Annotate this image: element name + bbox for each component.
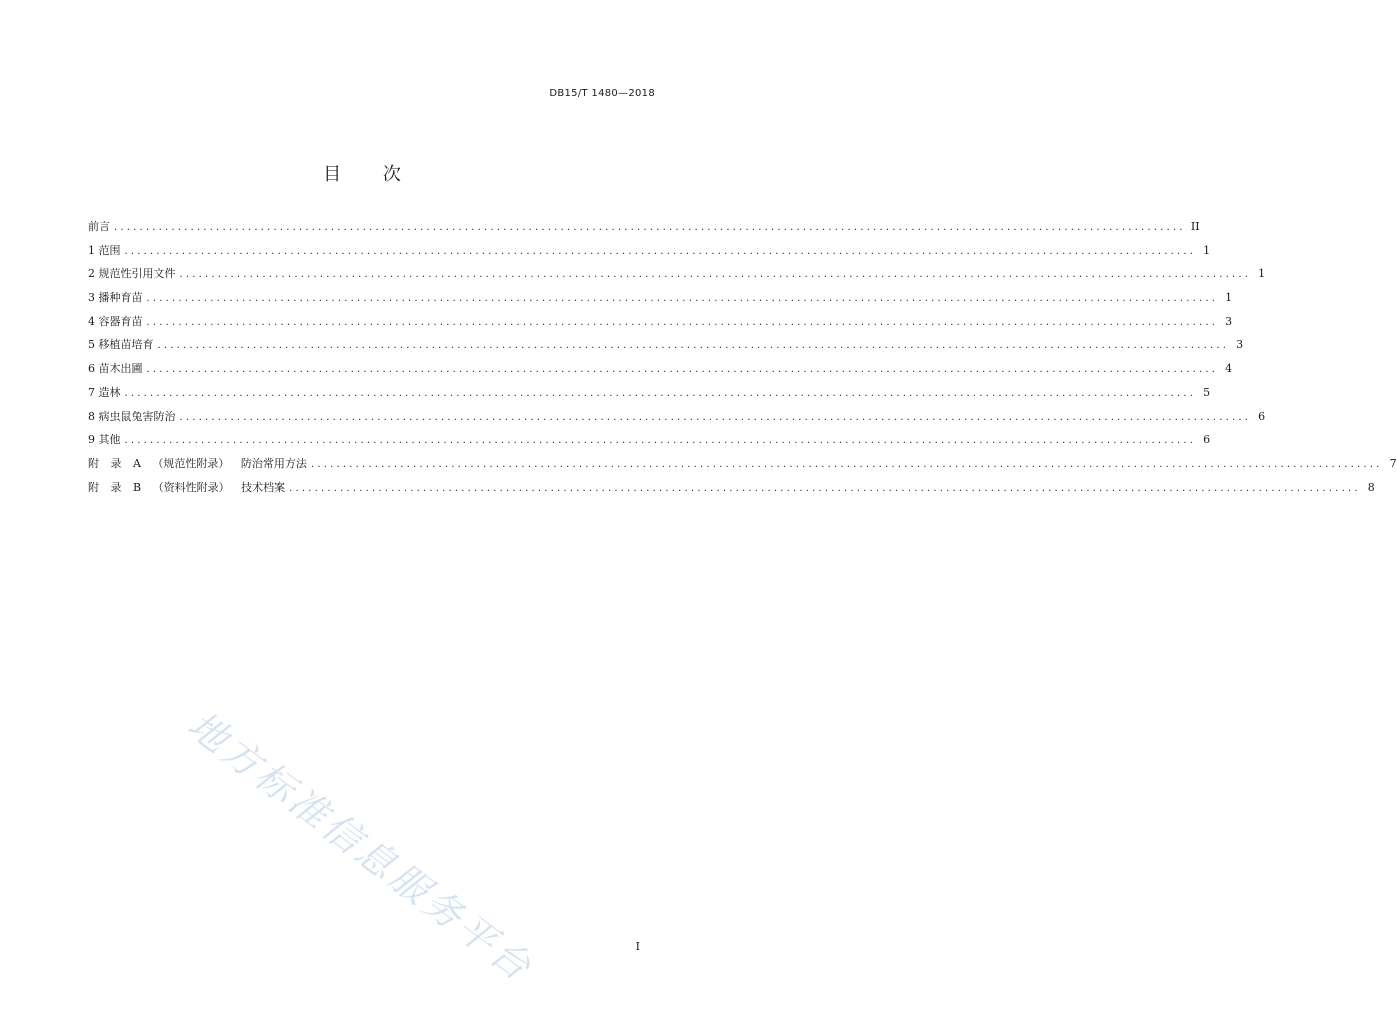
toc-page-number: 7 xyxy=(1389,456,1397,470)
toc-page-number: 4 xyxy=(1225,362,1233,376)
toc-page-number: 6 xyxy=(1258,409,1266,423)
toc-leader: ........................................................................................................................................................................ xyxy=(289,482,1361,494)
toc-label: 4 容器育苗 xyxy=(88,314,143,328)
toc-entry-appendix-b[interactable] xyxy=(88,479,1375,503)
toc-leader: ........................................................................................................................................................................ xyxy=(124,435,1197,447)
toc-entry-foreword[interactable] xyxy=(88,218,1200,242)
toc-label: 2 规范性引用文件 xyxy=(88,267,176,281)
watermark: 地方标准信息服务平台 xyxy=(179,702,542,991)
toc-leader: ........................................................................................................................................................................ xyxy=(179,269,1252,281)
toc-label: 5 移植苗培育 xyxy=(88,338,154,352)
toc-leader: ........................................................................................................................................................................ xyxy=(114,222,1186,233)
standard-code: DB15/T 1480—2018 xyxy=(549,88,655,99)
toc-page-number: 1 xyxy=(1258,267,1266,281)
toc-label: 1 范围 xyxy=(88,243,121,257)
toc-leader: ........................................................................................................................................................................ xyxy=(146,293,1219,305)
toc-leader: ........................................................................................................................................................................ xyxy=(179,411,1252,423)
toc-label: 8 病虫鼠兔害防治 xyxy=(88,409,176,423)
toc-label: 附 录 B （资料性附录） 技术档案 xyxy=(88,480,286,494)
toc-leader: ........................................................................................................................................................................ xyxy=(124,245,1197,257)
toc-entry-normative-references[interactable] xyxy=(88,265,1266,289)
toc-leader: ........................................................................................................................................................................ xyxy=(310,458,1383,470)
toc-entry-nursery-lifting[interactable] xyxy=(88,360,1233,384)
toc-leader: ........................................................................................................................................................................ xyxy=(146,364,1219,376)
toc-page-number: 3 xyxy=(1225,314,1233,328)
toc-label: 7 造林 xyxy=(88,385,121,399)
toc-page-number: 5 xyxy=(1203,385,1211,399)
toc-page-number: 6 xyxy=(1203,433,1211,447)
toc-label: 3 播种育苗 xyxy=(88,291,143,305)
toc-page-number: 1 xyxy=(1203,243,1211,257)
page-number: I xyxy=(635,940,640,953)
toc-entry-container-seedlings[interactable] xyxy=(88,313,1233,337)
toc-entry-appendix-a[interactable] xyxy=(88,455,1397,479)
toc-entry-transplant-seedlings[interactable] xyxy=(88,336,1244,360)
toc-page-number: 8 xyxy=(1367,480,1375,494)
toc-page-number: 3 xyxy=(1236,338,1244,352)
toc-entry-pest-control[interactable] xyxy=(88,408,1266,432)
toc-page-number: II xyxy=(1190,220,1200,233)
toc-label: 附 录 A （规范性附录） 防治常用方法 xyxy=(88,456,307,470)
toc-label: 9 其他 xyxy=(88,433,121,447)
toc-entry-other[interactable] xyxy=(88,431,1211,455)
toc-leader: ........................................................................................................................................................................ xyxy=(146,316,1219,328)
toc-entry-afforestation[interactable] xyxy=(88,384,1211,408)
page-title: 目 次 xyxy=(323,164,419,185)
toc-leader: ........................................................................................................................................................................ xyxy=(157,340,1230,352)
toc-label: 6 苗木出圃 xyxy=(88,362,143,376)
toc-entry-sowing-seedlings[interactable] xyxy=(88,289,1233,313)
toc-page-number: 1 xyxy=(1225,291,1233,305)
toc-leader: ........................................................................................................................................................................ xyxy=(124,387,1197,399)
table-of-contents xyxy=(88,218,1397,502)
toc-label: 前言 xyxy=(88,220,110,233)
toc-entry-scope[interactable] xyxy=(88,242,1211,266)
